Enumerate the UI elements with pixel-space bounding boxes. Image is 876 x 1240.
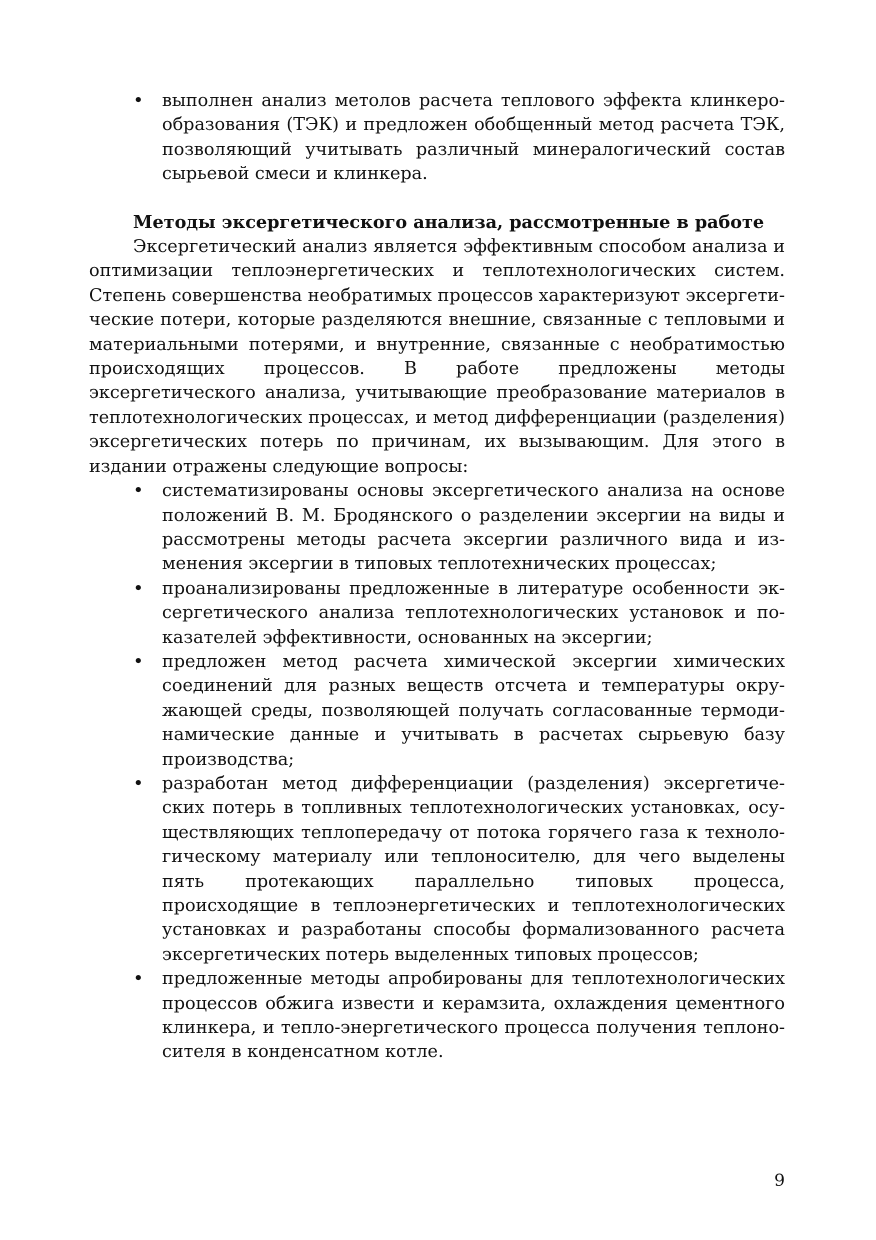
- list-item: [89, 89, 785, 187]
- list-item: [89, 577, 785, 650]
- bullet-icon: •: [133, 968, 144, 990]
- list-item: [89, 650, 785, 772]
- intro-bullet-list: [89, 89, 785, 187]
- bullet-icon: •: [133, 772, 144, 794]
- document-page: [89, 89, 785, 1065]
- questions-bullet-list: [89, 479, 785, 1065]
- list-item-text: систематизированы основы эксергетического анализа на основе положений В. М. Бродянского о разделении эксергии на виды и рассмотрены методы расчета эксергии различного вида и изменения эксергии в типовых теплотехнических процессах;: [162, 481, 785, 575]
- list-item: [89, 772, 785, 967]
- bullet-icon: •: [133, 480, 144, 502]
- list-item-text: предложенные методы апробированы для теплотехнологических процессов обжига извести и керамзита, охлаждения цементного клинкера, и тепло-энергетического процесса получения теплоносителя в конденсатном котле.: [162, 969, 785, 1063]
- list-item: [89, 479, 785, 577]
- bullet-icon: •: [133, 650, 144, 672]
- bullet-icon: •: [133, 577, 144, 599]
- list-item: [89, 967, 785, 1065]
- page-number: 9: [774, 1171, 785, 1191]
- list-item-text: выполнен анализ метолов расчета теплового эффекта клинкерообразования (ТЭК) и предложен обобщенный метод расчета ТЭК, позволяющий учитывать различный минералогический состав сырьевой смеси и клинкера.: [162, 91, 785, 185]
- list-item-text: разработан метод дифференциации (разделения) эксергетических потерь в топливных теплотехнологических установках, осуществляющих теплопередачу от потока горячего газа к технологическому материалу или теплоносителю, для чего выделены пять протекающих параллельно типовых процесса, происходящие в теплоэнергетических и теплотехнологических установках и разработаны способы формализованного расчета эксергетических потерь выделенных типовых процессов;: [162, 773, 785, 965]
- body-paragraph: Эксергетический анализ является эффективным способом анализа и оптимизации теплоэнергетических и теплотехнологических систем. Степень совершенства необратимых процессов характеризуют эксергетические потери, которые разделяются внешние, связанные с тепловыми и материальными потерями, и внутренние, связанные с необратимостью происходящих процессов. В работе предложены методы эксергетического анализа, учитывающие преобразование материалов в теплотехнологических процессах, и метод дифференциации (разделения) эксергетических потерь по причинам, их вызывающим. Для этого в издании отражены следующие вопросы:: [89, 237, 785, 477]
- list-item-text: предложен метод расчета химической эксергии химических соединений для разных веществ отсчета и температуры окружающей среды, позволяющей получать согласованные термодинамические данные и учитывать в расчетах сырьевую базу производства;: [162, 651, 785, 770]
- list-item-text: проанализированы предложенные в литературе особенности эксергетического анализа теплотехнологических установок и показателей эффективности, основанных на эксергии;: [162, 578, 785, 648]
- section-heading: Методы эксергетического анализа, рассмотренные в работе: [133, 211, 765, 233]
- bullet-icon: •: [133, 90, 144, 111]
